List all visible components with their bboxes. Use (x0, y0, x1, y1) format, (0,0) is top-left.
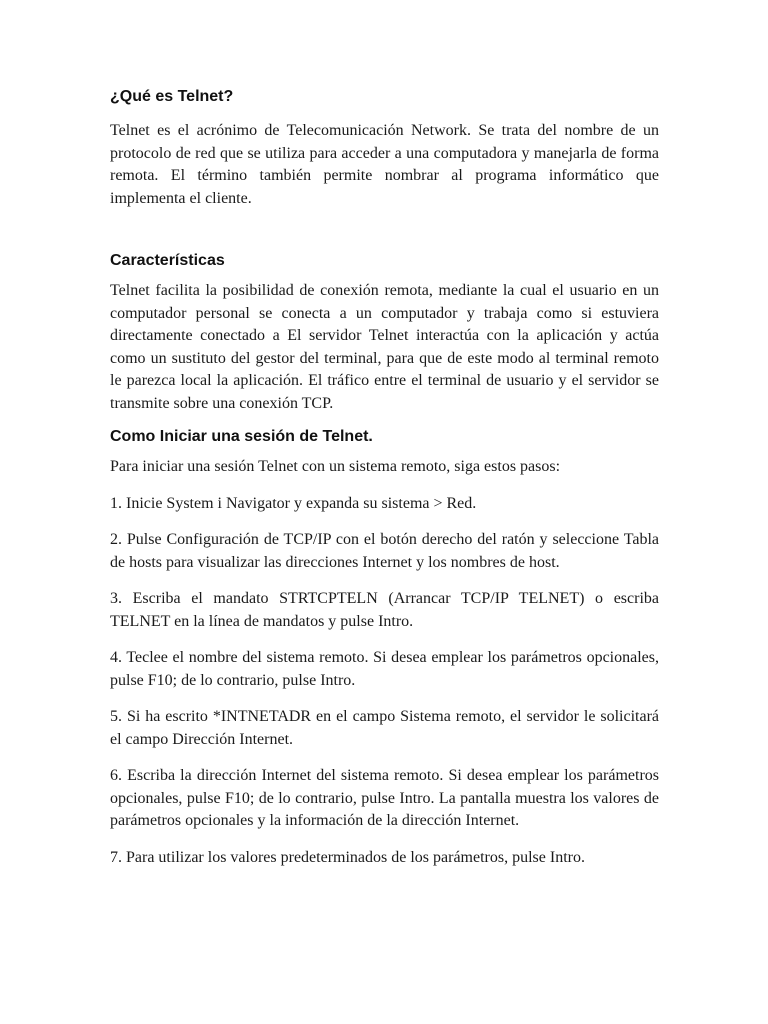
heading-caracteristicas: Características (110, 252, 225, 269)
step-item: 1. Inicie System i Navigator y expanda su sistema > Red. (110, 494, 477, 512)
paragraph-caracteristicas: Telnet facilita la posibilidad de conexión remota, mediante la cual el usuario en un computador personal se conecta a un computador y trabaja como si estuviera directamente conectado a El servidor Telnet interactúa con la aplicación y actúa como un sustituto del gestor del terminal, para que de este modo al terminal remoto le parezca local la aplicación. El tráfico entre el terminal de usuario y el servidor se transmite sobre una conexión TCP. (110, 282, 659, 412)
step-item: 4. Teclee el nombre del sistema remoto. Si desea emplear los parámetros opcionales, pulse F10; de lo contrario, pulse Intro. (110, 649, 659, 689)
step-item: 2. Pulse Configuración de TCP/IP con el botón derecho del ratón y seleccione Tabla de hosts para visualizar las direcciones Internet y los nombres de host. (110, 531, 659, 571)
steps-list (110, 493, 659, 870)
heading-que-es-telnet: ¿Qué es Telnet? (110, 88, 234, 105)
step-item: 6. Escriba la dirección Internet del sistema remoto. Si desea emplear los parámetros opcionales, pulse F10; de lo contrario, pulse Intro. La pantalla muestra los valores de parámetros opcionales y la información de la dirección Internet. (110, 767, 659, 829)
step-item: 5. Si ha escrito *INTNETADR en el campo Sistema remoto, el servidor le solicitará el campo Dirección Internet. (110, 708, 659, 748)
paragraph-que-es-telnet: Telnet es el acrónimo de Telecomunicación Network. Se trata del nombre de un protocolo de red que se utiliza para acceder a una computadora y manejarla de forma remota. El término también permite nombrar al programa informático que implementa el cliente. (110, 122, 659, 207)
document-page (110, 84, 659, 883)
heading-como-iniciar: Como Iniciar una sesión de Telnet. (110, 428, 373, 445)
step-item: 7. Para utilizar los valores predeterminados de los parámetros, pulse Intro. (110, 848, 585, 866)
paragraph-como-iniciar-intro: Para iniciar una sesión Telnet con un sistema remoto, siga estos pasos: (110, 458, 561, 475)
step-item: 3. Escriba el mandato STRTCPTELN (Arrancar TCP/IP TELNET) o escriba TELNET en la línea de mandatos y pulse Intro. (110, 590, 659, 630)
